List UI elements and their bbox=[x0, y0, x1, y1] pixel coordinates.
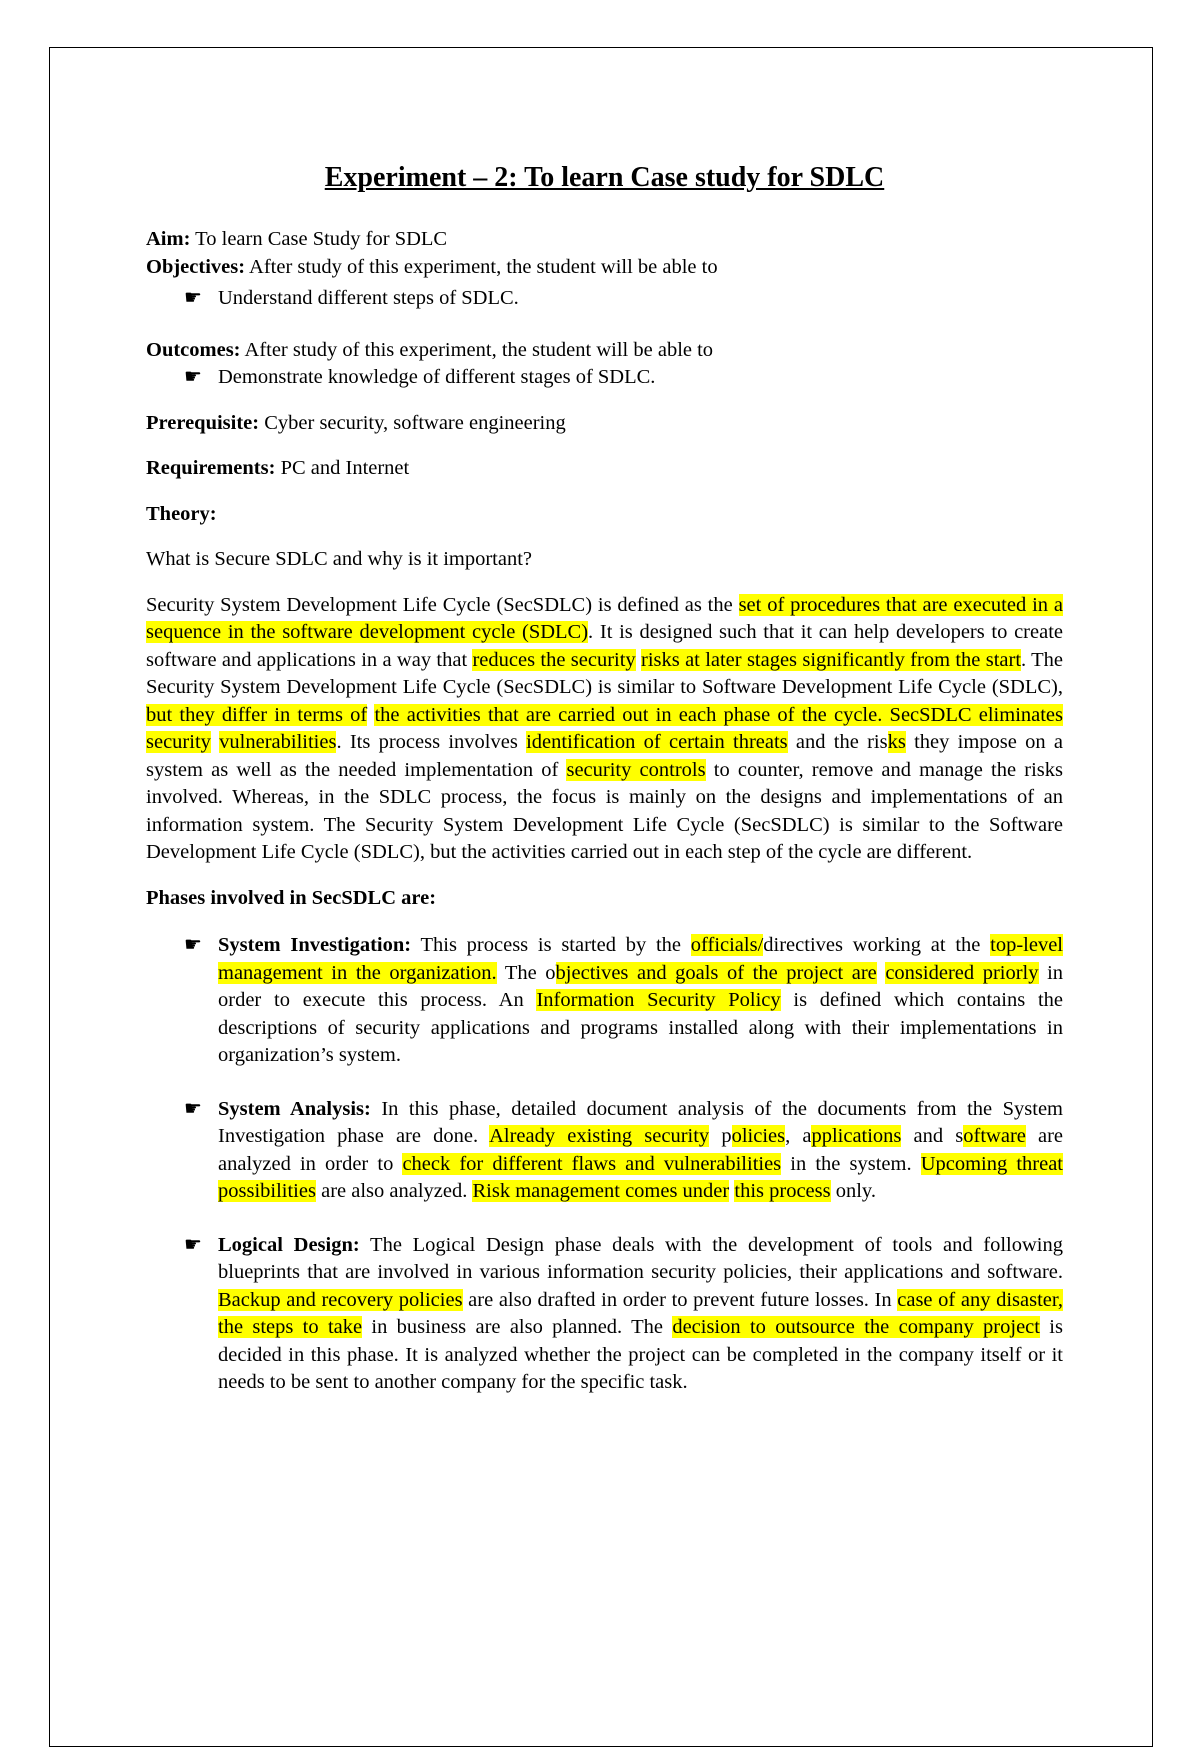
theory-question: What is Secure SDLC and why is it important? bbox=[146, 548, 533, 570]
highlighted-text: Already existing security bbox=[489, 1125, 710, 1147]
text-segment: are also drafted in order to prevent future losses. In bbox=[462, 1288, 898, 1311]
requirements-line bbox=[146, 455, 1063, 483]
highlighted-text: officials/ bbox=[690, 934, 764, 956]
text-segment: in order to execute this process. An bbox=[218, 961, 1064, 1011]
phase-name: System Investigation: bbox=[218, 934, 412, 956]
highlighted-text: the activities that are carried out in each phase of the cycle. SecSDLC eliminates security bbox=[146, 703, 1064, 753]
prerequisite-line bbox=[146, 410, 1063, 438]
requirements-text: PC and Internet bbox=[275, 457, 410, 479]
highlighted-text: this process bbox=[734, 1180, 831, 1202]
requirements-label: Requirements: bbox=[146, 457, 276, 479]
objectives-text: After study of this experiment, the student will be able to bbox=[245, 255, 718, 278]
highlighted-text: ks bbox=[887, 731, 906, 753]
text-segment: and s bbox=[901, 1125, 964, 1147]
highlighted-text: oftware bbox=[963, 1125, 1026, 1147]
objective-text: Understand different steps of SDLC. bbox=[218, 287, 519, 309]
text-segment: is defined which contains the descriptions of security applications and programs installed along with their implementations in organization’s system. bbox=[218, 989, 1064, 1066]
highlighted-text: case of any disaster, the steps to take bbox=[218, 1288, 1063, 1338]
text-segment: to counter, remove and manage the risks involved. Whereas, in the SDLC process, the focus is mainly on the designs and implementations of an information system. The Security System Development Life Cycle (SecSDLC) is similar to the Software Development Life Cycle (SDLC), but the activities carried out in each step of the cycle are different. bbox=[146, 758, 1063, 863]
text-segment: . Its process involves bbox=[336, 731, 527, 753]
highlighted-text: decision to outsource the company project bbox=[672, 1316, 1040, 1338]
highlighted-text: Information Security Policy bbox=[536, 989, 781, 1011]
document-body bbox=[146, 160, 1063, 1397]
phase-item bbox=[146, 1232, 1063, 1397]
text-segment: in business are also planned. The bbox=[362, 1316, 673, 1338]
text-segment: This process is started by the bbox=[411, 934, 691, 956]
outcomes-line bbox=[146, 337, 1063, 365]
highlighted-text: Risk management comes under bbox=[472, 1180, 730, 1202]
highlighted-text: top-level management in the organization. bbox=[218, 934, 1064, 984]
highlighted-text: considered priorly bbox=[885, 961, 1039, 984]
pointing-hand-icon: ☛ bbox=[184, 934, 202, 956]
outcome-text: Demonstrate knowledge of different stages of SDLC. bbox=[218, 366, 656, 388]
text-segment: . It is designed such that it can help developers to create software and applications in a way that bbox=[146, 621, 1063, 671]
outcome-item bbox=[146, 364, 1063, 392]
text-segment: . The Security System Development Life Cycle (SecSDLC) is similar to Software Development Life Cycle (SDLC), bbox=[146, 648, 1063, 698]
aim-text: To learn Case Study for SDLC bbox=[190, 228, 448, 250]
text-segment: Security System Development Life Cycle (SecSDLC) is defined as the bbox=[146, 593, 739, 616]
text-segment: , a bbox=[785, 1125, 812, 1147]
text-segment: directives working at the bbox=[763, 934, 991, 956]
highlighted-text: olicies bbox=[731, 1125, 786, 1147]
highlighted-text: security controls bbox=[566, 758, 706, 781]
theory-paragraph bbox=[146, 592, 1063, 867]
theory-heading bbox=[146, 501, 1063, 529]
prerequisite-label: Prerequisite: bbox=[146, 411, 260, 434]
highlighted-text: Backup and recovery policies bbox=[218, 1288, 463, 1311]
highlighted-text: identification of certain threats bbox=[526, 731, 788, 753]
phase-item bbox=[146, 932, 1063, 1070]
page-title: Experiment – 2: To learn Case study for SDLC bbox=[324, 162, 885, 193]
objectives-label: Objectives: bbox=[146, 255, 246, 278]
highlighted-text: check for different flaws and vulnerabilities bbox=[402, 1152, 782, 1175]
highlighted-text: reduces the security bbox=[472, 648, 636, 671]
outcomes-label: Outcomes: bbox=[146, 338, 241, 361]
phases-heading-text: Phases involved in SecSDLC are: bbox=[146, 886, 437, 909]
highlighted-text: Upcoming threat possibilities bbox=[218, 1152, 1064, 1202]
phase-name: System Analysis: bbox=[218, 1097, 371, 1120]
text-segment: and the ris bbox=[787, 731, 888, 753]
pointing-hand-icon: ☛ bbox=[184, 1233, 202, 1256]
highlighted-text: bjectives and goals of the project are bbox=[555, 961, 877, 984]
prerequisite-text: Cyber security, software engineering bbox=[259, 411, 566, 434]
outcomes-list bbox=[146, 364, 1063, 392]
text-segment: in the system. bbox=[781, 1152, 921, 1175]
text-segment: are analyzed in order to bbox=[218, 1125, 1064, 1175]
highlighted-text: risks at later stages significantly from the start bbox=[641, 648, 1022, 671]
text-segment bbox=[211, 731, 219, 753]
pointing-hand-icon: ☛ bbox=[184, 366, 202, 388]
aim-label: Aim: bbox=[146, 228, 191, 250]
text-segment: The Logical Design phase deals with the development of tools and following blueprints that are involved in various information security policies, their applications and software. bbox=[218, 1233, 1064, 1283]
outcomes-text: After study of this experiment, the student will be able to bbox=[240, 338, 714, 361]
phases-list bbox=[146, 932, 1063, 1397]
text-segment: they impose on a system as well as the needed implementation of bbox=[146, 731, 1063, 781]
aim-line bbox=[146, 226, 1063, 254]
highlighted-text: but they differ in terms of bbox=[146, 703, 368, 726]
objective-item bbox=[146, 285, 1063, 313]
objectives-line bbox=[146, 254, 1063, 282]
theory-label: Theory: bbox=[146, 502, 217, 525]
highlighted-text: vulnerabilities bbox=[219, 731, 337, 753]
pointing-hand-icon: ☛ bbox=[184, 287, 202, 309]
phase-name: Logical Design: bbox=[218, 1233, 360, 1256]
text-segment: are also analyzed. bbox=[315, 1180, 473, 1202]
pointing-hand-icon: ☛ bbox=[184, 1097, 202, 1120]
text-segment: only. bbox=[830, 1180, 876, 1202]
text-segment: The o bbox=[496, 961, 556, 984]
text-segment: p bbox=[709, 1125, 732, 1147]
phases-heading bbox=[146, 885, 1063, 913]
text-segment: is decided in this phase. It is analyzed whether the project can be completed in the company itself or it needs to be sent to another company for the specific task. bbox=[218, 1316, 1063, 1393]
highlighted-text: set of procedures that are executed in a sequence in the software development cycle (SDLC) bbox=[146, 593, 1063, 643]
text-segment: In this phase, detailed document analysis of the documents from the System Investigation phase are done. bbox=[218, 1097, 1063, 1147]
phase-item bbox=[146, 1096, 1063, 1206]
highlighted-text: pplications bbox=[811, 1125, 902, 1147]
objectives-list bbox=[146, 285, 1063, 313]
